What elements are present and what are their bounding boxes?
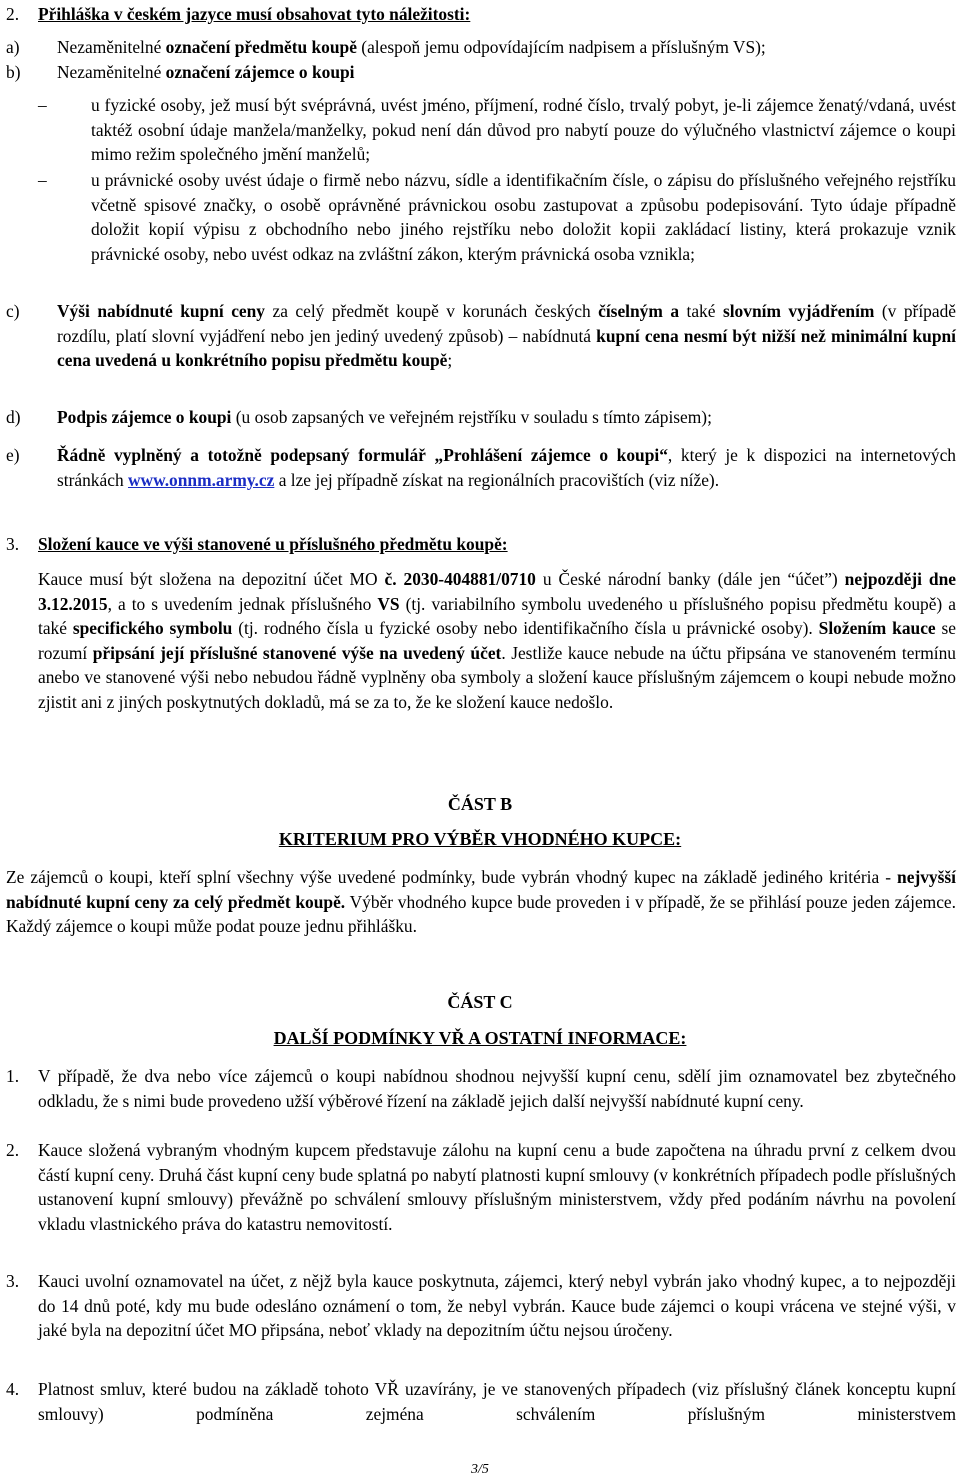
list-number: 3. xyxy=(6,1271,20,1291)
item-label: a) xyxy=(6,37,20,57)
list-text: Platnost smluv, které budou na základě tohoto VŘ uzavírány, je ve stanovených případech (viz příslušný článek konceptu kupní smlouvy) podmíněna zejména schválením příslušným ministerstvem xyxy=(38,1379,956,1424)
item-label: b) xyxy=(6,62,21,82)
item-text: Řádně vyplněný a totožně podepsaný formulář „Prohlášení zájemce o koupi“, který je k dispozici na internetových stránkách www.onnm.army.cz a lze jej případně získat na regionálních pracovištích (viz níže). xyxy=(57,445,956,490)
part-c-title: ČÁST C xyxy=(447,992,513,1012)
section-number: 2. xyxy=(6,4,20,24)
list-text: Kauci uvolní oznamovatel na účet, z nějž byla kauce poskytnuta, zájemci, který nebyl vybrán jako vhodný kupec, a to nejpozději do 14 dnů poté, kdy mu bude odesláno oznámení o tom, že nebyl vybrán. Kauce bude zájemci o koupi vrácena ve stejné výši, v jaké byla na depozitní účet MO připsána, neboť vklady na depozitním účtu nejsou úročeny. xyxy=(38,1271,956,1341)
section-heading: Přihláška v českém jazyce musí obsahovat tyto náležitosti: xyxy=(38,4,471,24)
section-heading: Složení kauce ve výši stanovené u příslušného předmětu koupě: xyxy=(38,534,508,554)
list-number: 4. xyxy=(6,1379,20,1399)
item-text: Podpis zájemce o koupi (u osob zapsaných ve veřejném rejstříku v souladu s tímto zápisem); xyxy=(57,407,712,427)
list-number: 2. xyxy=(6,1140,20,1160)
item-text: Nezaměnitelné označení předmětu koupě (alespoň jemu odpovídajícím nadpisem a příslušným VS); xyxy=(57,37,766,57)
dash-marker: – xyxy=(38,170,47,190)
dash-text: u právnické osoby uvést údaje o firmě nebo názvu, sídle a identifikačním čísle, o zápisu do příslušného veřejného rejstříku včetně spisové značky, o osobě oprávněné právnickou osobu zastupovat a způsobu podepisování. Tyto údaje případně doložit kopií výpisu z obchodního nebo jiného rejstříku nebo doložit kopii zakládací listiny, která prokazuje vznik právnické osoby, nebo uvést odkaz na zvláštní zákon, kterým právnická osoba vznikla; xyxy=(91,170,956,264)
part-b-title: ČÁST B xyxy=(447,794,513,814)
list-number: 1. xyxy=(6,1066,20,1086)
section-number: 3. xyxy=(6,534,20,554)
page-number: 3/5 xyxy=(471,1462,489,1477)
item-text: Výši nabídnuté kupní ceny za celý předmět koupě v korunách českých číselným a také slovním vyjádřením (v případě rozdílu, platí slovní vyjádření nebo jen jediný uvedený způsob) – nabídnutá kupní cena nesmí být nižší než minimální kupní cena uvedená u konkrétního popisu předmětu koupě; xyxy=(57,301,956,371)
website-link[interactable]: www.onnm.army.cz xyxy=(127,469,275,490)
item-label: d) xyxy=(6,407,21,427)
part-b-paragraph: Ze zájemců o koupi, kteří splní všechny výše uvedené podmínky, bude vybrán vhodný kupec na základě jediného kritéria - nejvyšší nabídnuté kupní ceny za celý předmět koupě. Výběr vhodného kupce bude proveden i v případě, že se přihlásí pouze jeden zájemce. Každý zájemce o koupi může podat pouze jednu přihlášku. xyxy=(6,867,956,937)
dash-marker: – xyxy=(38,95,47,115)
item-label: c) xyxy=(6,301,20,321)
item-label: e) xyxy=(6,445,20,465)
paragraph: Kauce musí být složena na depozitní účet MO č. 2030-404881/0710 u České národní banky (dále jen “účet”) nejpozději dne 3.12.2015, a to s uvedením jednak příslušného VS (tj. variabilního symbolu uvedeného u příslušného popisu předmětu koupě) a také specifického symbolu (tj. rodného čísla u fyzické osoby nebo identifikačního čísla u právnické osoby). Složením kauce se rozumí připsání její příslušné stanovené výše na uvedený účet. Jestliže kauce nebude na účtu připsána ve stanoveném termínu anebo ve stanovené výši nebo nebudou řádně vyplněny oba symboly a složení kauce příslušným zájemcem o koupi nebude možno zjistit ani z jiných poskytnutých dokladů, má se za to, že ke složení kauce nedošlo. xyxy=(38,569,956,712)
part-c-subtitle: DALŠÍ PODMÍNKY VŘ A OSTATNÍ INFORMACE: xyxy=(273,1028,687,1048)
list-text: V případě, že dva nebo více zájemců o koupi nabídnou shodnou nejvyšší kupní cenu, sdělí jim oznamovatel bez zbytečného odkladu, že s nimi bude provedeno užší výběrové řízení na základě jejich další nejvyšší nabídnuté kupní ceny. xyxy=(38,1066,956,1111)
list-text: Kauce složená vybraným vhodným kupcem představuje zálohu na kupní cenu a bude započtena na úhradu první z celkem dvou částí kupní ceny. Druhá část kupní ceny bude splatná po nabytí platnosti kupní smlouvy (v konkrétních případech podle příslušných ustanovení kupní smlouvy) převážně po schválení smlouvy příslušným ministerstvem, vždy před podáním návrhu na povolení vkladu vlastnického práva do katastru nemovitostí. xyxy=(38,1140,956,1234)
item-text: Nezaměnitelné označení zájemce o koupi xyxy=(57,62,355,82)
dash-text: u fyzické osoby, jež musí být svéprávná, uvést jméno, příjmení, rodné číslo, trvalý pobyt, je-li zájemce ženatý/vdaná, uvést taktéž osobní údaje manžela/manželky, pokud není dán důvod pro nabytí pouze do výlučného vlastnictví zájemce o koupi mimo režim společného jmění manželů; xyxy=(91,95,956,165)
part-b-subtitle: KRITERIUM PRO VÝBĚR VHODNÉHO KUPCE: xyxy=(278,829,682,849)
